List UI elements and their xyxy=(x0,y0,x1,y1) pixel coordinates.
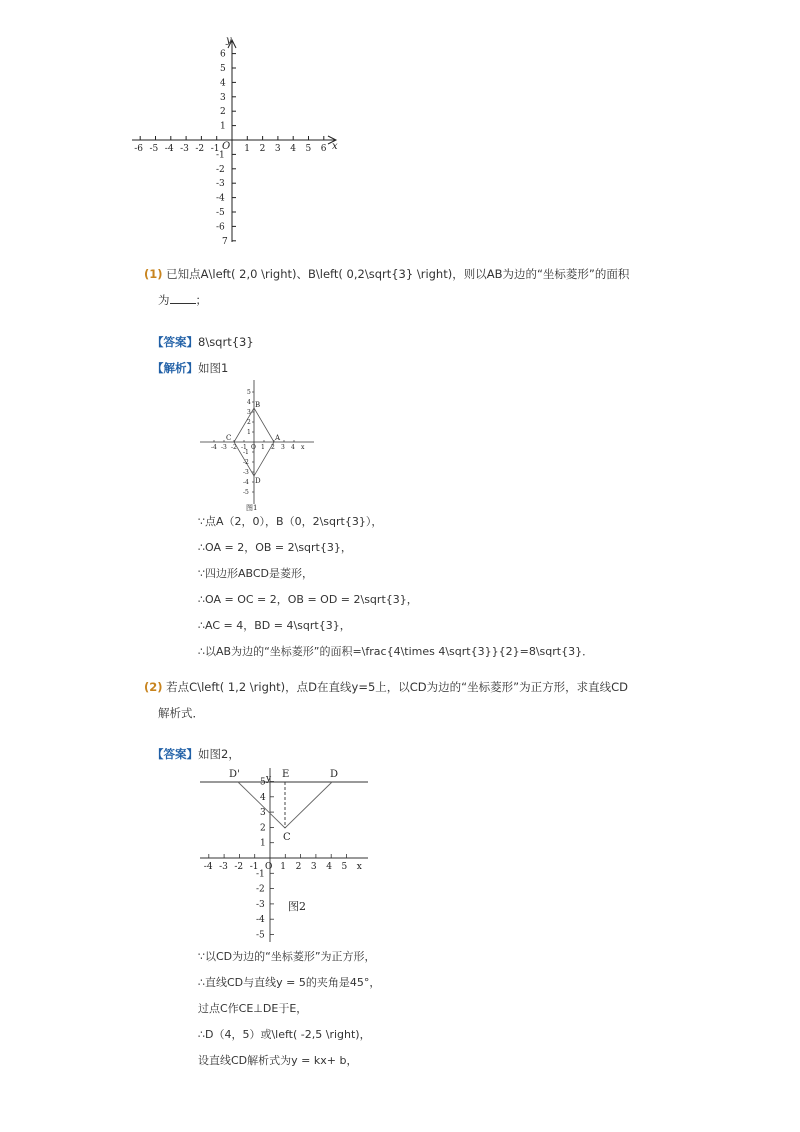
y-tick-label: 3 xyxy=(220,92,226,103)
y-tick-label: -6 xyxy=(216,222,225,233)
x-tick-label: 5 xyxy=(341,862,348,872)
y-tick-label: 5 xyxy=(220,64,226,74)
question-1-text-2a: 为 xyxy=(158,293,170,307)
x-tick-label: 3 xyxy=(310,862,317,872)
y-tick-label: -3 xyxy=(243,469,249,476)
top-coordinate-grid xyxy=(128,34,348,248)
point-e-label: E xyxy=(282,769,290,780)
origin-label: O xyxy=(222,141,231,152)
y-tick-label: y xyxy=(266,774,272,785)
solution-step: ∴直线CD与直线y = 5的夹角是45°， xyxy=(198,976,381,989)
question-2-number: (2) xyxy=(144,680,163,694)
y-tick-label: 2 xyxy=(247,419,251,426)
point-d-label: D xyxy=(330,769,339,780)
y-tick-label: 1 xyxy=(247,429,251,436)
y-tick-label: -2 xyxy=(243,459,249,466)
y-tick-label: 3 xyxy=(247,409,251,416)
solution-step: 设直线CD解析式为y = kx+ b， xyxy=(198,1054,358,1067)
x-tick-label: 2 xyxy=(271,444,275,451)
y-tick-label: -2 xyxy=(256,884,265,895)
y-tick-label: -3 xyxy=(256,899,265,910)
x-tick-label: -2 xyxy=(195,144,205,154)
y-tick-label: 4 xyxy=(247,399,251,406)
x-tick-label: -4 xyxy=(164,144,174,154)
y-tick-label: 1 xyxy=(260,838,266,849)
solution-step: 过点C作CE⊥DE于E， xyxy=(198,1002,308,1015)
answer-2-tag: 【答案】 xyxy=(152,747,198,761)
x-tick-label: -3 xyxy=(219,862,228,872)
solution-step: ∵四边形ABCD是菱形， xyxy=(198,567,314,580)
question-1-line-2 xyxy=(158,292,207,308)
solution-step: ∴以AB为边的“坐标菱形”的面积=\frac{4\times 4\sqrt{3}}{2}=8\sqrt{3}． xyxy=(198,645,594,658)
solution-step: ∵以CD为边的“坐标菱形”为正方形， xyxy=(198,950,376,963)
question-1-number: (1) xyxy=(144,267,163,281)
y-tick-label: -2 xyxy=(216,164,225,175)
y-tick-label: 5 xyxy=(260,777,266,788)
point-d-label: D xyxy=(255,477,261,485)
x-tick-label: 2 xyxy=(295,862,302,872)
y-tick-label: 5 xyxy=(247,389,251,396)
answer-2-row xyxy=(152,746,240,762)
y-tick-label: 7 xyxy=(222,236,228,247)
answer-1-value: 8\sqrt{3} xyxy=(198,335,254,349)
figure-2-caption: 图2 xyxy=(288,900,306,913)
x-tick-label: -3 xyxy=(221,444,227,451)
x-tick-label: -5 xyxy=(149,144,159,154)
x-tick-label: 3 xyxy=(281,444,285,451)
y-tick-label: -1 xyxy=(256,869,265,880)
x-tick-label: x xyxy=(301,444,305,451)
y-tick-label: -1 xyxy=(243,449,249,456)
y-tick-label: 4 xyxy=(220,78,226,89)
y-tick-label: -3 xyxy=(216,179,225,190)
x-tick-label: 4 xyxy=(290,144,296,154)
x-tick-label: -3 xyxy=(180,144,189,154)
x-tick-label: 1 xyxy=(280,862,287,872)
y-tick-label: -4 xyxy=(256,915,265,926)
x-tick-label: -1 xyxy=(241,444,247,451)
x-tick-label: 3 xyxy=(274,144,281,154)
solution-step: ∴D（4，5）或\left( -2,5 \right)， xyxy=(198,1028,371,1041)
x-tick-label: 4 xyxy=(326,862,332,872)
point-a-label: A xyxy=(275,434,281,442)
x-tick-label: 1 xyxy=(261,444,265,451)
answer-blank xyxy=(170,293,196,304)
point-c-label: C xyxy=(283,832,291,843)
x-tick-label: -2 xyxy=(234,862,244,872)
x-tick-label: -4 xyxy=(203,862,213,872)
solution-step: ∵点A（2，0），B（0，2\sqrt{3}）， xyxy=(198,515,383,528)
x-tick-label: 6 xyxy=(320,144,327,154)
y-tick-label: -1 xyxy=(216,150,225,161)
x-tick-label: 1 xyxy=(244,144,251,154)
question-1-text: 已知点A\left( 2,0 \right)、B\left( 0,2\sqrt{3} \right)，则以AB为边的“坐标菱形”的面积 xyxy=(166,267,630,281)
y-axis-label: y xyxy=(226,35,232,46)
point-b-label: B xyxy=(255,401,261,409)
answer-2-value: 如图2， xyxy=(198,747,240,761)
y-tick-label: -5 xyxy=(256,930,265,941)
figure-2-square xyxy=(196,764,372,946)
figure-1-caption: 图1 xyxy=(246,504,258,512)
x-tick-label: -2 xyxy=(231,444,237,451)
analysis-1-row xyxy=(152,360,228,376)
y-tick-label: -4 xyxy=(216,193,225,204)
question-1-line-1 xyxy=(144,266,629,282)
x-tick-label: -1 xyxy=(249,862,259,872)
solution-step: ∴OA = OC = 2，OB = OD = 2\sqrt{3}， xyxy=(198,593,418,606)
y-tick-label: -5 xyxy=(243,489,249,496)
point-d-prime-label: D' xyxy=(229,769,240,780)
x-tick-label: -4 xyxy=(211,444,217,451)
answer-tag: 【答案】 xyxy=(152,335,198,349)
x-axis-label: x xyxy=(332,141,338,152)
x-tick-label: 2 xyxy=(259,144,266,154)
y-tick-label: 6 xyxy=(220,49,226,60)
analysis-tag: 【解析】 xyxy=(152,361,198,375)
y-tick-label: -4 xyxy=(243,479,249,486)
y-tick-label: 4 xyxy=(260,792,266,803)
y-tick-label: 2 xyxy=(220,107,226,118)
x-tick-label: O xyxy=(265,862,273,872)
analysis-1-text: 如图1 xyxy=(198,361,229,375)
question-2-text: 若点C\left( 1,2 \right)，点D在直线y=5上，以CD为边的“坐标菱形”为正方形，求直线CD xyxy=(166,680,628,694)
x-tick-label: -6 xyxy=(134,144,143,154)
x-tick-label: 4 xyxy=(291,444,295,451)
figure-1-rhombus xyxy=(196,378,320,512)
question-2-line-2: 解析式． xyxy=(158,706,204,720)
y-tick-label: -5 xyxy=(216,208,225,218)
solution-step: ∴AC = 4，BD = 4\sqrt{3}， xyxy=(198,619,351,632)
x-tick-label: x xyxy=(356,862,362,872)
x-tick-label: O xyxy=(251,444,256,451)
x-tick-label: 5 xyxy=(305,144,312,154)
point-c-label: C xyxy=(226,434,232,442)
x-tick-label: -1 xyxy=(210,144,220,154)
y-tick-label: 2 xyxy=(260,823,266,834)
y-tick-label: 1 xyxy=(220,121,226,132)
question-2-line-1 xyxy=(144,679,628,695)
answer-1-row xyxy=(152,334,254,350)
question-1-text-2b: ； xyxy=(195,293,207,307)
y-tick-label: 3 xyxy=(260,808,266,819)
solution-step: ∴OA = 2，OB = 2\sqrt{3}， xyxy=(198,541,352,554)
